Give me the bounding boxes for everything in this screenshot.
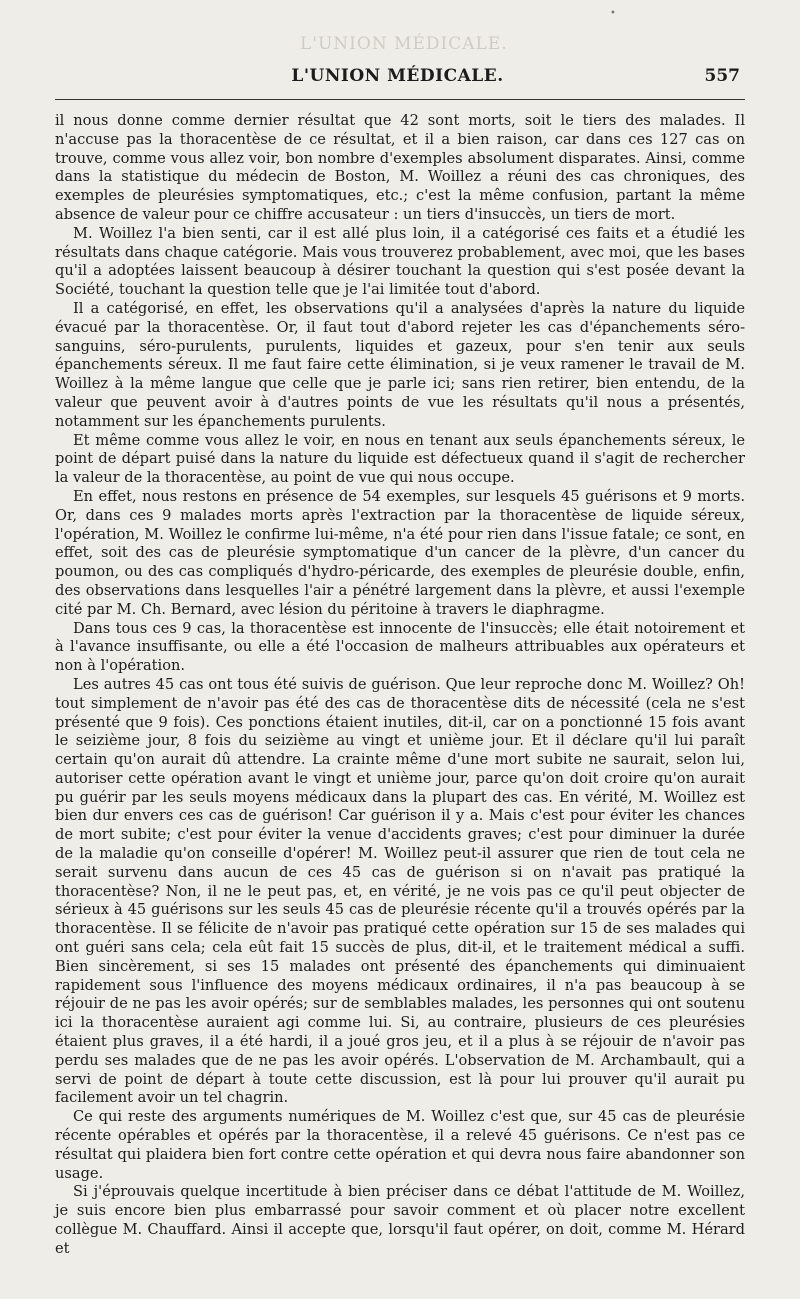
running-title: L'UNION MÉDICALE. [291, 66, 504, 86]
paragraph: Il a catégorisé, en effet, les observations qu'il a analysées d'après la nature du liquide évacué par la thoracentèse. Or, il faut tout d'abord rejeter les cas d'épanchements séro-sanguins, séro-purulents, purulents, liquides et gazeux, pour s'en tenir aux seuls épanchements séreux. Il me faut faire cette élimination, si je veux ramener le travail de M. Woillez à la même langue que celle que je parle ici; sans rien retirer, bien entendu, de la valeur que peuvent avoir à d'autres points de vue les résultats qu'il nous a présentés, notamment sur les épanchements purulents. [55, 299, 745, 430]
paragraph: Et même comme vous allez le voir, en nous en tenant aux seuls épanchements séreux, le point de départ puisé dans la nature du liquide est défectueux quand il s'agit de rechercher la valeur de la thoracentèse, au point de vue qui nous occupe. [55, 431, 745, 487]
paragraph: Les autres 45 cas ont tous été suivis de guérison. Que leur reproche donc M. Woillez? Oh! tout simplement de n'avoir pas été des cas de thoracentèse dits de nécessité (cela ne s'est présenté que 9 fois). Ces ponctions étaient inutiles, dit-il, car on a ponctionné 15 fois avant le seizième jour, 8 fois du seizième au vingt et unième jour. Et il déclare qu'il lui paraît certain qu'on aurait dû attendre. La crainte même d'une mort subite ne saurait, selon lui, autoriser cette opération avant le vingt et unième jour, parce qu'on doit croire qu'on aurait pu guérir par les seuls moyens médicaux dans la plupart des cas. En vérité, M. Woillez est bien dur envers ces cas de guérison! Car guérison il y a. Mais c'est pour éviter les chances de mort subite; c'est pour éviter la venue d'accidents graves; c'est pour diminuer la durée de la maladie qu'on conseille d'opérer! M. Woillez peut-il assurer que rien de tout cela ne serait survenu dans aucun de ces 45 cas de guérison si on n'avait pas pratiqué la thoracentèse? Non, il ne le peut pas, et, en vérité, je ne vois pas ce qu'il peut objecter de sérieux à 45 guérisons sur les seuls 45 cas de pleurésie récente qu'il a trouvés opérés par la thoracentèse. Il se félicite de n'avoir pas pratiqué cette opération sur 15 de ses malades qui ont guéri sans cela; cela eût fait 15 succès de plus, dit-il, et le traitement médical a suffi. Bien sincèrement, si ses 15 malades ont présenté des épanchements qui diminuaient rapidement sous l'influence des moyens médicaux ordinaires, il n'a pas beaucoup à se réjouir de ne pas les avoir opérés; sur de semblables malades, les personnes qui ont soutenu ici la thoracentèse auraient agi comme lui. Si, au contraire, plusieurs de ces pleurésies étaient plus graves, il a été hardi, il a joué gros jeu, et il a plus à se réjouir de n'avoir pas perdu ses malades que de ne pas les avoir opérés. L'observation de M. Archambault, qui a servi de point de départ à toute cette discussion, est là pour lui prouver qu'il aurait pu facilement avoir un tel chagrin. [55, 675, 745, 1107]
paragraph: Si j'éprouvais quelque incertitude à bien préciser dans ce débat l'attitude de M. Woillez, je suis encore bien plus embarrassé pour savoir comment et où placer notre excellent collègue M. Chauffard. Ainsi il accepte que, lorsqu'il faut opérer, on doit, comme M. Hérard et [55, 1183, 745, 1257]
paragraph: Dans tous ces 9 cas, la thoracentèse est innocente de l'insuccès; elle était notoirement et à l'avance insuffisante, ou elle a été l'occasion de malheurs attribuables aux opérateurs et non à l'opération. [55, 619, 745, 675]
paragraph: il nous donne comme dernier résultat que 42 sont morts, soit le tiers des malades. Il n'accuse pas la thoracentèse de ce résultat, et il a bien raison, car dans ces 127 cas on trouve, comme vous allez voir, bon nombre d'exemples absolument disparates. Ainsi, comme dans la statistique du médecin de Boston, M. Woillez a réuni des cas chroniques, des exemples de pleurésies symptomatiques, etc.; c'est la même confusion, partant la même absence de valeur pour ce chiffre accusateur : un tiers d'insuccès, un tiers de mort. [55, 112, 745, 223]
paragraph: M. Woillez l'a bien senti, car il est allé plus loin, il a catégorisé ces faits et a étudié les résultats dans chaque catégorie. Mais vous trouverez probablement, avec moi, que les bases qu'il a adoptées laissent beaucoup à désirer touchant la question qui s'est posée devant la Société, touchant la question telle que je l'ai limitée tout d'abord. [55, 224, 745, 299]
header-rule [55, 99, 745, 100]
body-text [55, 112, 745, 1259]
show-through-title: L'UNION MÉDICALE. [300, 34, 508, 54]
paragraph: Ce qui reste des arguments numériques de M. Woillez c'est que, sur 45 cas de pleurésie récente opérables et opérés par la thoracentèse, il a relevé 45 guérisons. Ce n'est pas ce résultat qui plaidera bien fort contre cette opération et qui devra nous faire abandonner son usage. [55, 1108, 745, 1182]
page-header [55, 64, 740, 94]
paragraph: En effet, nous restons en présence de 54 exemples, sur lesquels 45 guérisons et 9 morts. Or, dans ces 9 malades morts après l'extraction par la thoracentèse de liquide séreux, l'opération, M. Woillez le confirme lui-même, n'a été pour rien dans l'issue fatale; ce sont, en effet, soit des cas de pleurésie symptomatique d'un cancer de la plèvre, d'un cancer du poumon, ou des cas compliqués d'hydro-péricarde, des exemples de pleurésie double, enfin, des observations dans lesquelles l'air a pénétré largement dans la plèvre, et aussi l'exemple cité par M. Ch. Bernard, avec lésion du péritoine à travers le diaphragme. [55, 487, 745, 618]
page-number: 557 [704, 66, 740, 86]
dot-mark: • [610, 8, 616, 19]
